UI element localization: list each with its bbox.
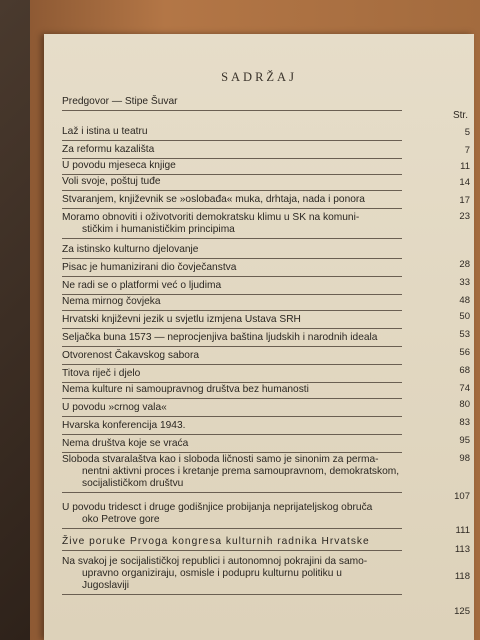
toc-entry-page: 107 — [454, 491, 470, 502]
toc-entry-page: 11 — [460, 161, 470, 172]
toc-entry-line: Za istinsko kulturno djelovanje — [62, 244, 199, 255]
toc-entry — [62, 502, 470, 536]
toc-entry — [62, 556, 470, 592]
toc-entry-title — [62, 160, 414, 172]
toc-entry-page: 56 — [459, 347, 470, 358]
toc-entry-page: 17 — [459, 195, 470, 206]
toc-entry-line: Jugoslaviji — [82, 580, 129, 591]
toc-entry-line: Stvaranjem, književnik se »oslobađa« muka, drhtaja, nada i ponora — [62, 194, 365, 205]
toc-entry-title — [62, 536, 414, 548]
toc-entry-page: 7 — [464, 145, 470, 156]
toc-entry-title — [62, 368, 414, 380]
toc-entry-title — [62, 126, 414, 138]
toc-entry-line: stičkim i humanističkim principima — [82, 224, 235, 235]
toc-entry — [62, 96, 470, 108]
toc-entry-page: 23 — [459, 211, 470, 222]
toc-entry-line: Seljačka buna 1573 — neprocjenjiva baština ljudskih i narodnih ideala — [62, 332, 378, 343]
toc-entry-line: U povodu tridesct i druge godišnjice probijanja neprijateljskog obruča — [62, 502, 373, 513]
toc-entry-title — [62, 420, 414, 432]
toc-entry-title — [62, 454, 414, 490]
toc-entry-line: Hrvatski književni jezik u svjetlu izmjena Ustava SRH — [62, 314, 301, 325]
entry-divider — [62, 238, 402, 239]
entry-divider — [62, 294, 402, 295]
toc-entry-page: 28 — [459, 259, 470, 270]
toc-entry-title — [62, 280, 414, 292]
toc-entry-page: 53 — [459, 329, 470, 340]
toc-entry-line: Na svakoj je socijalističkoj republici i autonomnoj pokrajini da samo- — [62, 556, 368, 567]
toc-entry-title — [62, 350, 414, 362]
entry-divider — [62, 258, 402, 259]
toc-entry-line: Sloboda stvaralaštva kao i sloboda ličnosti samo je sinonim za perma- — [62, 454, 379, 465]
toc-entry-line: U povodu »crnog vala« — [62, 402, 167, 413]
page-title: SADRŽAJ — [221, 70, 297, 84]
table-of-contents — [44, 34, 474, 640]
toc-entry-title — [62, 244, 414, 256]
toc-entry-line: U povodu mjeseca knjige — [62, 160, 176, 171]
toc-entry-title — [62, 144, 414, 156]
entry-divider — [62, 140, 402, 141]
entry-divider — [62, 346, 402, 347]
toc-entry-page: 111 — [455, 525, 470, 536]
toc-entry — [62, 212, 470, 236]
toc-entry-page: 68 — [459, 365, 470, 376]
toc-entry — [62, 194, 470, 206]
toc-entry-line: Otvorenost Čakavskog sabora — [62, 350, 200, 361]
toc-entry-title — [62, 502, 414, 526]
toc-entry-line: Žive poruke Prvoga kongresa kulturnih radnika Hrvatske — [62, 536, 370, 547]
entry-divider — [62, 190, 402, 191]
page-column-label: Str. — [452, 110, 468, 121]
toc-entry-title — [62, 438, 414, 450]
entry-divider — [62, 158, 402, 159]
toc-entry-title — [62, 262, 414, 274]
toc-entry-page: 113 — [454, 544, 470, 555]
toc-entry-line: Titova riječ i djelo — [62, 368, 141, 379]
toc-entry-page: 98 — [459, 453, 470, 464]
entry-divider — [62, 492, 402, 493]
entry-divider — [62, 310, 402, 311]
toc-entry-page: 83 — [459, 417, 470, 428]
entry-divider — [62, 528, 402, 529]
toc-entry-page: 33 — [459, 277, 470, 288]
entry-divider — [62, 452, 402, 453]
toc-entry-title — [62, 194, 414, 206]
toc-entry-title — [62, 296, 414, 308]
book-page — [44, 34, 474, 640]
toc-entry-title — [62, 212, 414, 236]
toc-entry — [62, 454, 470, 502]
toc-entry-page: 74 — [459, 383, 470, 394]
toc-entry-title — [62, 402, 414, 414]
entry-divider — [62, 364, 402, 365]
toc-entry-line: Nema društva koje se vraća — [62, 438, 189, 449]
toc-entry — [62, 160, 470, 172]
toc-entry-title — [62, 96, 414, 108]
toc-entry — [62, 144, 470, 156]
entry-divider — [62, 110, 402, 111]
toc-entry-page: 50 — [459, 311, 470, 322]
toc-entry — [62, 176, 470, 188]
toc-entry-line: Voli svoje, poštuj tuđe — [62, 176, 161, 187]
toc-entry-page: 95 — [459, 435, 470, 446]
entry-divider — [62, 416, 402, 417]
entry-divider — [62, 594, 402, 595]
toc-entry-page: 48 — [459, 295, 470, 306]
toc-entry-title — [62, 556, 414, 592]
toc-entry-line: Nema kulture ni samoupravnog društva bez humanosti — [62, 384, 309, 395]
toc-entry-page: 118 — [454, 571, 470, 582]
toc-entry — [62, 126, 470, 138]
entry-divider — [62, 328, 402, 329]
toc-entry-page: 5 — [464, 127, 470, 138]
toc-entry-line: oko Petrove gore — [82, 514, 160, 525]
entry-divider — [62, 174, 402, 175]
entry-divider — [62, 398, 402, 399]
toc-entry-line: Predgovor — Stipe Šuvar — [62, 96, 178, 107]
toc-entry-title — [62, 176, 414, 188]
toc-entry-page: 80 — [459, 399, 470, 410]
toc-entry — [62, 536, 470, 555]
entry-divider — [62, 434, 402, 435]
toc-entry-line: Moramo obnoviti i oživotvoriti demokratsku klimu u SK na komuni- — [62, 212, 360, 223]
toc-entry-line: nentni aktivni proces i kretanje prema samoupravnom, demokratskom, — [82, 466, 400, 477]
entry-divider — [62, 208, 402, 209]
entry-divider — [62, 276, 402, 277]
toc-entry-line: socijalističkom društvu — [82, 478, 184, 489]
toc-entry-line: upravno organiziraju, osmisle i podupru kulturnu politiku u — [82, 568, 342, 579]
toc-entry-line: Ne radi se o platformi već o ljudima — [62, 280, 222, 291]
toc-entry-line: Hvarska konferencija 1943. — [62, 420, 186, 431]
toc-entry-line: Za reformu kazališta — [62, 144, 155, 155]
toc-entry-title — [62, 384, 414, 396]
toc-entry-page: 14 — [459, 177, 470, 188]
toc-entry-line: Nema mirnog čovjeka — [62, 296, 161, 307]
toc-entry-title — [62, 332, 414, 344]
toc-entry-line: Pisac je humanizirani dio čovječanstva — [62, 262, 237, 273]
toc-entry-line: Laž i istina u teatru — [62, 126, 148, 137]
entry-divider — [62, 550, 402, 551]
toc-entry-title — [62, 314, 414, 326]
entry-divider — [62, 382, 402, 383]
toc-entry-page: 125 — [454, 606, 470, 617]
